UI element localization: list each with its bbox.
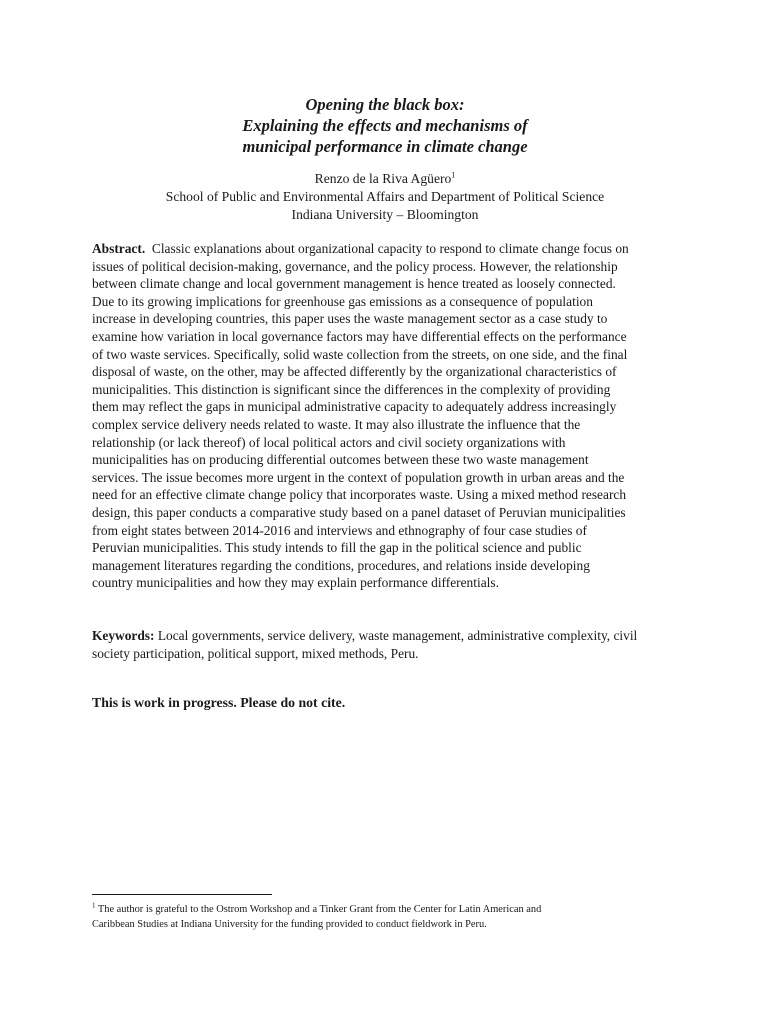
abstract — [92, 240, 678, 592]
keywords-text: Local governments, service delivery, waste management, administrative complexity, civil — [157, 628, 638, 643]
abstract-text: Classic explanations about organizational capacity to respond to climate change focus on — [151, 241, 629, 256]
footnote-marker: 1 — [92, 901, 96, 910]
abstract-line: them may reflect the gaps in municipal administrative capacity to adequately address increasingly — [92, 399, 617, 415]
footnote-line — [92, 902, 682, 917]
abstract-line: issues of political decision-making, governance, and the policy process. However, the relationship — [92, 258, 618, 274]
keywords-label: Keywords: — [92, 628, 155, 643]
abstract-line: between climate change and local government management is hence treated as loosely connected. — [92, 276, 616, 292]
keywords — [92, 627, 678, 662]
author-block — [0, 170, 770, 224]
keywords-line: society participation, political support, mixed methods, Peru. — [92, 645, 419, 661]
footnote-marker: 1 — [451, 170, 456, 180]
keywords-line — [92, 627, 678, 645]
abstract-line: Peruvian municipalities. This study intends to fill the gap in the political science and public — [92, 540, 582, 556]
footnote-text: The author is grateful to the Ostrom Workshop and a Tinker Grant from the Center for Latin American and — [97, 904, 542, 915]
footnote-divider — [92, 894, 272, 895]
abstract-line: management literatures regarding the conditions, procedures, and relations inside developing — [92, 557, 590, 573]
abstract-line: of two waste services. Specifically, solid waste collection from the streets, on one side, and the final — [92, 346, 628, 362]
abstract-line: increase in developing countries, this paper uses the waste management sector as a case study to — [92, 311, 608, 327]
abstract-line: disposal of waste, on the other, may be affected differently by the organizational characteristics of — [92, 364, 617, 380]
abstract-line: from eight states between 2014-2016 and interviews and ethnography of four case studies of — [92, 522, 587, 538]
title-line: municipal performance in climate change — [242, 137, 528, 156]
abstract-line: complex service delivery needs related to waste. It may also illustrate the influence that the — [92, 416, 581, 432]
paper-title — [0, 94, 770, 157]
abstract-line: design, this paper conducts a comparative study based on a panel dataset of Peruvian municipalities — [92, 504, 626, 520]
footnote — [92, 902, 682, 932]
affiliation-line: Indiana University – Bloomington — [291, 207, 479, 222]
abstract-line: need for an effective climate change policy that incorporates waste. Using a mixed method research — [92, 487, 627, 503]
abstract-line: country municipalities and how they may explain performance differentials. — [92, 575, 499, 591]
abstract-line: examine how variation in local governance factors may have differential effects on the performance — [92, 328, 627, 344]
abstract-line: relationship (or lack thereof) of local political actors and civil society organizations with — [92, 434, 566, 450]
abstract-line: municipalities has on producing differential outcomes between these two waste management — [92, 452, 589, 468]
draft-notice: This is work in progress. Please do not cite. — [92, 695, 346, 710]
author-name: Renzo de la Riva Agüero — [314, 171, 452, 186]
title-line: Explaining the effects and mechanisms of — [242, 116, 528, 135]
abstract-line: services. The issue becomes more urgent in the context of population growth in urban areas and the — [92, 469, 625, 485]
affiliation-line: School of Public and Environmental Affairs and Department of Political Science — [165, 189, 605, 204]
abstract-line: Due to its growing implications for greenhouse gas emissions as a consequence of population — [92, 293, 593, 309]
abstract-line — [92, 240, 678, 258]
footnote-line: Caribbean Studies at Indiana University for the funding provided to conduct fieldwork in Peru. — [92, 919, 487, 930]
abstract-line: municipalities. This distinction is significant since the differences in the complexity of providing — [92, 381, 611, 397]
author-line — [0, 170, 770, 188]
abstract-label: Abstract. — [92, 241, 146, 256]
title-line: Opening the black box: — [305, 95, 465, 114]
